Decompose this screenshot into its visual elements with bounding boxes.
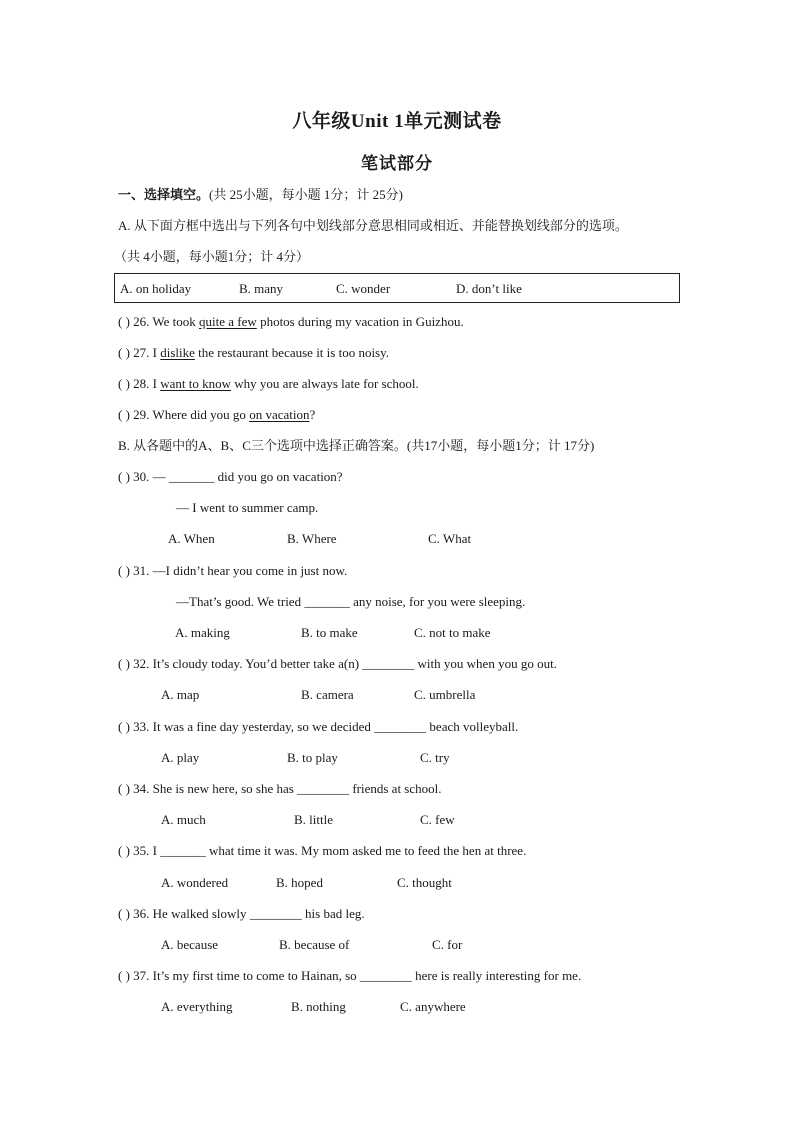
box-option-a: A. on holiday [120,281,192,296]
q34-option-a: A. much [161,812,206,827]
q37-option-c: C. anywhere [400,999,466,1014]
question-26 [118,313,464,331]
section-heading-note: (共 25小题，每小题 1分；计 25分) [209,187,403,202]
question-36: ( ) 36. He walked slowly ________ his bad leg. [118,906,365,921]
q28-post: why you are always late for school. [231,376,419,391]
question-34: ( ) 34. She is new here, so she has ________ friends at school. [118,781,442,796]
page-title: 八年级Unit 1单元测试卷 [292,111,502,132]
section-heading-label: 一、选择填空。 [118,187,210,202]
part-a-note: （共 4小题，每小题1分；计 4分） [114,249,310,264]
q26-pre: ( ) 26. We took [118,314,200,329]
word-box [114,273,680,303]
part-a-instruction: A. 从下面方框中选出与下列各句中划线部分意思相同或相近、并能替换划线部分的选项。 [118,218,628,233]
question-37: ( ) 37. It’s my first time to come to Hainan, so ________ here is really interesting for me. [118,968,582,983]
section-heading [118,186,403,204]
q36-option-b: B. because of [279,937,350,952]
question-35: ( ) 35. I _______ what time it was. My mom asked me to feed the hen at three. [118,843,527,858]
q35-option-c: C. thought [397,875,452,890]
q31-option-b: B. to make [301,625,358,640]
q36-option-c: C. for [432,937,463,952]
box-option-b: B. many [239,281,284,296]
q27-post: the restaurant because it is too noisy. [194,345,390,360]
question-32: ( ) 32. It’s cloudy today. You’d better take a(n) ________ with you when you go out. [118,656,557,671]
q37-option-a: A. everything [161,999,233,1014]
question-28 [118,375,419,393]
q34-option-c: C. few [420,812,455,827]
q29-pre: ( ) 29. Where did you go [118,407,250,422]
q32-option-b: B. camera [301,687,354,702]
box-option-c: C. wonder [336,281,391,296]
q30-reply: — I went to summer camp. [176,500,319,515]
q31-option-a: A. making [175,625,230,640]
q36-option-a: A. because [161,937,219,952]
q30-option-b: B. Where [287,531,337,546]
page-subtitle: 笔试部分 [361,154,433,173]
q34-option-b: B. little [294,812,333,827]
q26-post: photos during my vacation in Guizhou. [256,314,464,329]
question-29 [118,406,315,424]
q35-option-b: B. hoped [276,875,323,890]
q28-underlined: want to know [160,376,232,391]
q31-option-c: C. not to make [414,625,491,640]
q27-pre: ( ) 27. I [118,345,161,360]
q32-option-a: A. map [161,687,200,702]
q28-pre: ( ) 28. I [118,376,161,391]
q30-option-a: A. When [168,531,215,546]
q30-option-c: C. What [428,531,472,546]
q32-option-c: C. umbrella [414,687,476,702]
question-30: ( ) 30. — _______ did you go on vacation? [118,469,343,484]
part-b-instruction: B. 从各题中的A、B、C三个选项中选择正确答案。(共17小题，每小题1分；计 17分) [118,438,595,453]
question-27 [118,344,389,362]
q33-option-a: A. play [161,750,200,765]
q33-option-c: C. try [420,750,450,765]
q29-post: ? [309,407,316,422]
q33-option-b: B. to play [287,750,338,765]
box-option-d: D. don’t like [456,281,522,296]
q31-reply: —That’s good. We tried _______ any noise, for you were sleeping. [176,594,526,609]
q29-underlined: on vacation [249,407,310,422]
q26-underlined: quite a few [199,314,257,329]
question-33: ( ) 33. It was a fine day yesterday, so we decided ________ beach volleyball. [118,719,519,734]
q37-option-b: B. nothing [291,999,346,1014]
q27-underlined: dislike [160,345,195,360]
q35-option-a: A. wondered [161,875,229,890]
question-31: ( ) 31. —I didn’t hear you come in just now. [118,563,348,578]
